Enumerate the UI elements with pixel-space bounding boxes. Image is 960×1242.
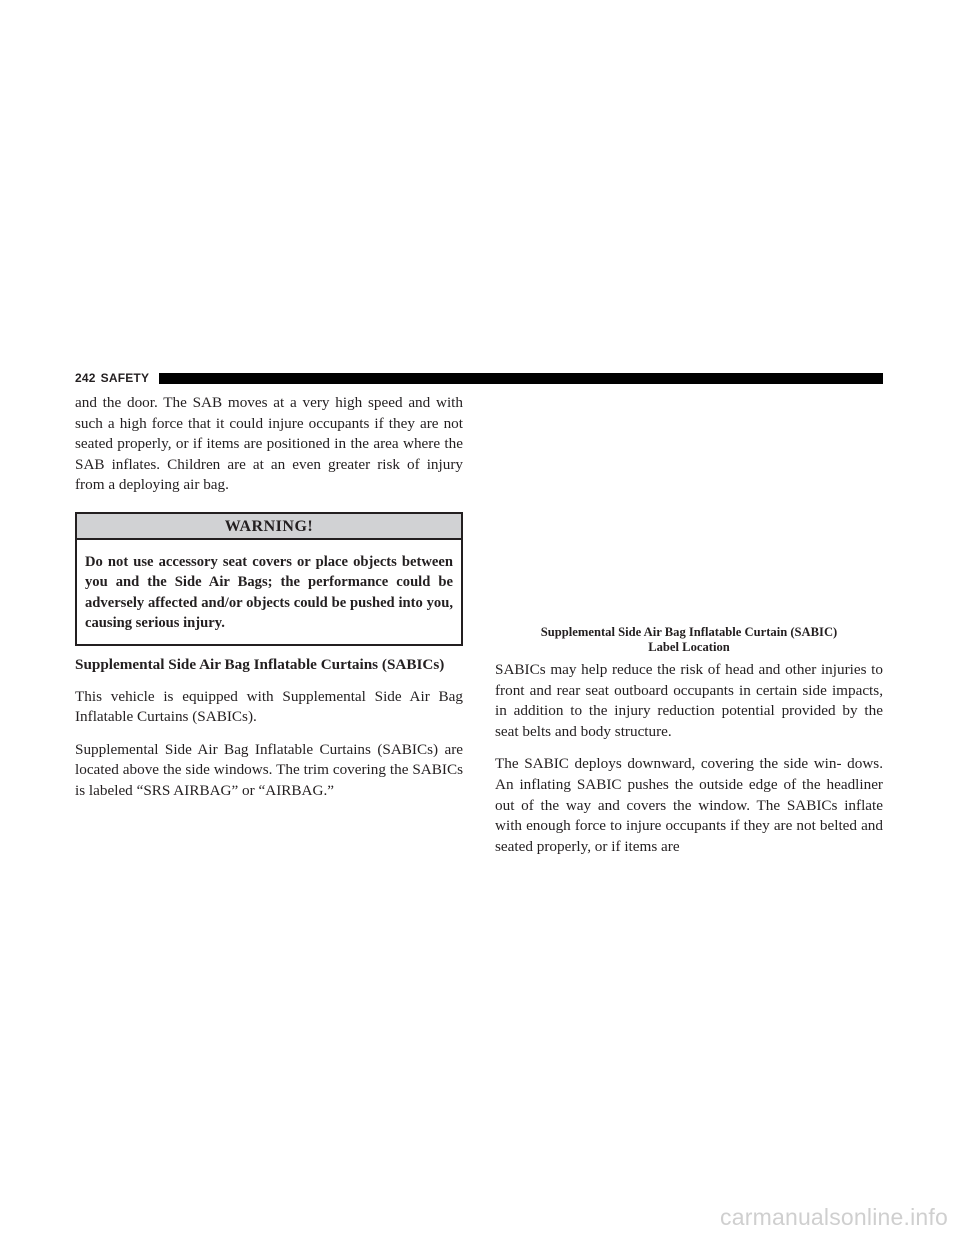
warning-title: WARNING! [77, 514, 461, 540]
page-header [75, 371, 883, 385]
paragraph: SABICs may help reduce the risk of head and other injuries to front and rear seat outboard occupants in certain side impacts, in addition to the injury reduction potential provided by the seat belts and body structure. [495, 661, 883, 740]
figure-caption [495, 625, 883, 655]
header-rule [159, 373, 883, 384]
section-title: SAFETY [100, 371, 150, 385]
paragraph: This vehicle is equipped with Supplemental Side Air Bag Inflatable Curtains (SABICs). [75, 687, 463, 726]
caption-line: Label Location [648, 640, 730, 654]
left-column [75, 393, 463, 802]
warning-box [75, 512, 463, 646]
paragraph: The SABIC deploys downward, covering the side win- dows. An inflating SABIC pushes the outside edge of the headliner out of the way and covers the window. The SABICs inflate with enough force to injure occupants if they are not belted and seated properly, or if items are [495, 755, 883, 855]
paragraph: Supplemental Side Air Bag Inflatable Curtains (SABICs) are located above the side windows. The trim covering the SABICs is labeled “SRS AIRBAG” or “AIRBAG.” [75, 740, 463, 799]
caption-line: Supplemental Side Air Bag Inflatable Curtain (SABIC) [540, 625, 838, 639]
page-number: 242 [75, 371, 96, 385]
figure-image [495, 395, 883, 617]
right-column [495, 660, 883, 857]
intro-paragraph: and the door. The SAB moves at a very high speed and with such a high force that it could injure occupants if they are not seated properly, or if items are positioned in the area where the SAB inflates. Children are at an even greater risk of injury from a deploying air bag. [75, 394, 463, 494]
watermark: carmanualsonline.info [720, 1204, 948, 1230]
warning-body: Do not use accessory seat covers or place objects between you and the Side Air Bags; the performance could be adversely affected and/or objects could be pushed into you, causing serious injury. [85, 553, 453, 632]
section-heading: Supplemental Side Air Bag Inflatable Curtains (SABICs) [75, 655, 445, 673]
